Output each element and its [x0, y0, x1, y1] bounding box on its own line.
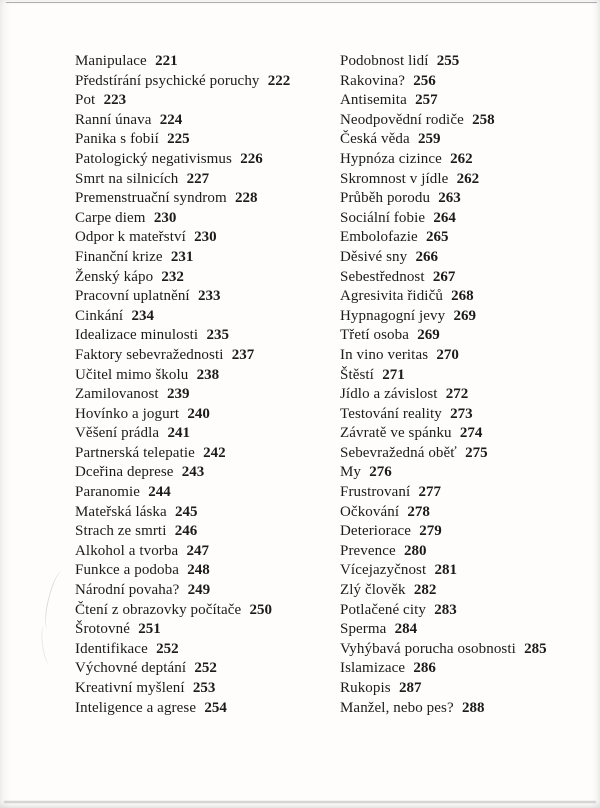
toc-column-left — [75, 52, 340, 718]
entry-page-number: 269 — [417, 327, 440, 344]
toc-entry — [75, 111, 340, 131]
entry-title: Panika s fobií — [75, 131, 159, 148]
scan-artifact — [41, 569, 70, 631]
entry-title: In vino veritas — [340, 346, 429, 363]
entry-page-number: 256 — [413, 72, 436, 89]
toc-entry — [340, 699, 590, 719]
entry-page-number: 234 — [131, 307, 154, 324]
entry-title: Jídlo a závislost — [340, 386, 438, 403]
toc-entry — [340, 228, 590, 248]
entry-title: My — [340, 464, 362, 481]
entry-title: Identifikace — [75, 640, 148, 657]
entry-title: Premenstruační syndrom — [75, 190, 227, 207]
toc-entry — [75, 307, 340, 327]
toc-entry — [75, 699, 340, 719]
entry-title: Třetí osoba — [340, 327, 409, 344]
toc-entry — [75, 366, 340, 386]
entry-page-number: 283 — [434, 601, 457, 618]
entry-title: Ranní únava — [75, 111, 152, 128]
entry-page-number: 222 — [267, 72, 291, 89]
entry-title: Neodpovědní rodiče — [340, 111, 464, 128]
entry-title: Partnerská telepatie — [75, 444, 195, 461]
toc-entry — [75, 130, 340, 150]
entry-page-number: 224 — [159, 111, 183, 128]
entry-page-number: 241 — [167, 425, 190, 442]
toc-entry — [75, 463, 340, 483]
entry-page-number: 250 — [249, 601, 273, 618]
entry-page-number: 271 — [382, 366, 405, 383]
entry-title: Kreativní myšlení — [75, 680, 185, 696]
toc-entry — [75, 91, 340, 111]
toc-entry — [75, 444, 340, 464]
entry-page-number: 254 — [204, 699, 227, 716]
entry-page-number: 288 — [462, 699, 485, 716]
entry-page-number: 228 — [235, 190, 258, 207]
entry-title: Mateřská láska — [75, 503, 167, 520]
entry-title: Cinkání — [75, 307, 124, 324]
toc-entry — [75, 72, 340, 92]
entry-title: Děsivé sny — [340, 248, 408, 265]
toc-entry — [340, 111, 590, 131]
toc-entry — [340, 326, 590, 346]
entry-page-number: 257 — [415, 92, 438, 109]
toc-entry — [75, 209, 340, 229]
entry-page-number: 249 — [187, 582, 211, 599]
entry-page-number: 280 — [404, 542, 427, 559]
toc-entry — [340, 561, 590, 581]
entry-page-number: 237 — [231, 346, 255, 363]
entry-page-number: 232 — [161, 268, 184, 285]
entry-title: Národní povaha? — [75, 582, 180, 599]
entry-title: Strach ze smrti — [75, 523, 167, 540]
entry-page-number: 281 — [434, 562, 458, 579]
entry-title: Sebestřednost — [340, 268, 425, 285]
entry-page-number: 252 — [194, 660, 217, 677]
entry-title: Česká věda — [340, 131, 410, 148]
toc-entry — [340, 209, 590, 229]
toc-entry — [340, 679, 590, 699]
entry-title: Sociální fobie — [340, 209, 426, 226]
entry-title: Funkce a podoba — [75, 562, 179, 579]
entry-title: Zlý člověk — [340, 582, 406, 599]
toc-entry — [75, 640, 340, 660]
entry-title: Deteriorace — [340, 523, 412, 540]
entry-title: Smrt na silnicích — [75, 170, 179, 187]
entry-title: Šrotovné — [75, 621, 130, 638]
table-of-contents — [75, 52, 590, 718]
entry-title: Čtení z obrazovky počítače — [75, 601, 242, 618]
toc-entry — [75, 170, 340, 190]
entry-title: Pot — [75, 92, 96, 109]
toc-entry — [75, 679, 340, 699]
entry-page-number: 252 — [156, 640, 179, 657]
entry-page-number: 282 — [413, 582, 437, 599]
entry-page-number: 221 — [155, 53, 178, 69]
toc-entry — [75, 620, 340, 640]
entry-title: Závratě ve spánku — [340, 425, 452, 442]
toc-entry — [340, 91, 590, 111]
toc-entry — [340, 581, 590, 601]
entry-page-number: 262 — [456, 170, 480, 187]
entry-title: Islamizace — [340, 660, 406, 677]
entry-page-number: 267 — [432, 268, 456, 285]
toc-entry — [340, 385, 590, 405]
toc-entry — [75, 385, 340, 405]
entry-title: Hypnóza cizince — [340, 150, 442, 167]
toc-entry — [340, 287, 590, 307]
entry-title: Štěstí — [340, 366, 374, 383]
entry-page-number: 242 — [203, 444, 226, 461]
entry-title: Dceřina deprese — [75, 464, 174, 481]
entry-title: Rakovina? — [340, 72, 406, 89]
toc-entry — [340, 424, 590, 444]
entry-page-number: 269 — [453, 307, 476, 324]
toc-entry — [75, 503, 340, 523]
entry-page-number: 238 — [196, 366, 220, 383]
toc-entry — [75, 522, 340, 542]
entry-page-number: 265 — [425, 229, 449, 246]
toc-entry — [340, 72, 590, 92]
entry-page-number: 247 — [186, 542, 209, 559]
entry-title: Odpor k mateřství — [75, 229, 186, 246]
entry-page-number: 244 — [148, 484, 171, 501]
entry-title: Frustrovaní — [340, 484, 411, 501]
entry-page-number: 245 — [175, 503, 198, 520]
entry-title: Skromnost v jídle — [340, 170, 449, 187]
toc-entry — [340, 189, 590, 209]
entry-title: Carpe diem — [75, 209, 146, 226]
entry-title: Ženský kápo — [75, 268, 154, 285]
toc-entry — [75, 483, 340, 503]
entry-page-number: 275 — [465, 444, 488, 461]
entry-page-number: 262 — [450, 150, 473, 167]
entry-page-number: 230 — [153, 209, 177, 226]
entry-page-number: 251 — [138, 621, 161, 638]
toc-entry — [340, 444, 590, 464]
toc-entry — [340, 659, 590, 679]
entry-title: Faktory sebevražednosti — [75, 346, 224, 363]
toc-entry — [340, 522, 590, 542]
toc-entry — [340, 542, 590, 562]
toc-entry — [75, 287, 340, 307]
toc-entry — [340, 366, 590, 386]
toc-entry — [75, 405, 340, 425]
entry-title: Testování reality — [340, 405, 442, 422]
entry-page-number: 259 — [417, 131, 441, 148]
entry-page-number: 274 — [459, 425, 483, 442]
entry-title: Pracovní uplatnění — [75, 288, 190, 305]
toc-entry — [75, 248, 340, 268]
entry-page-number: 266 — [415, 248, 438, 265]
entry-page-number: 264 — [433, 209, 456, 226]
toc-entry — [340, 620, 590, 640]
toc-entry — [75, 424, 340, 444]
entry-page-number: 239 — [166, 386, 190, 403]
entry-title: Věšení prádla — [75, 425, 160, 442]
entry-page-number: 243 — [181, 464, 205, 481]
scan-edge-top — [6, 2, 597, 3]
entry-page-number: 231 — [170, 248, 194, 265]
entry-title: Průběh porodu — [340, 190, 431, 207]
entry-title: Finanční krize — [75, 248, 163, 265]
entry-title: Alkohol a tvorba — [75, 542, 179, 559]
entry-title: Rukopis — [340, 680, 391, 696]
entry-title: Očkování — [340, 503, 400, 520]
entry-title: Antisemita — [340, 92, 407, 109]
entry-page-number: 270 — [436, 346, 459, 363]
entry-title: Idealizace minulosti — [75, 327, 199, 344]
entry-page-number: 240 — [187, 405, 210, 422]
toc-entry — [340, 170, 590, 190]
entry-page-number: 225 — [167, 131, 190, 148]
entry-page-number: 235 — [206, 327, 229, 344]
toc-entry — [75, 581, 340, 601]
toc-entry — [75, 601, 340, 621]
entry-title: Sperma — [340, 621, 387, 638]
entry-page-number: 255 — [436, 53, 460, 69]
entry-page-number: 268 — [451, 288, 474, 305]
entry-title: Embolofazie — [340, 229, 418, 246]
entry-title: Inteligence a agrese — [75, 699, 197, 716]
entry-page-number: 273 — [450, 405, 473, 422]
entry-title: Manipulace — [75, 53, 147, 69]
toc-entry — [75, 150, 340, 170]
entry-page-number: 272 — [445, 386, 469, 403]
entry-page-number: 227 — [186, 170, 210, 187]
toc-entry — [75, 659, 340, 679]
toc-entry — [75, 326, 340, 346]
entry-page-number: 258 — [472, 111, 495, 128]
entry-title: Předstírání psychické poruchy — [75, 72, 260, 89]
entry-page-number: 285 — [524, 640, 547, 657]
entry-page-number: 248 — [187, 562, 210, 579]
entry-title: Podobnost lidí — [340, 53, 429, 69]
toc-entry — [340, 307, 590, 327]
entry-page-number: 287 — [398, 680, 422, 696]
entry-page-number: 263 — [438, 190, 461, 207]
entry-page-number: 277 — [418, 484, 442, 501]
toc-entry — [340, 503, 590, 523]
entry-page-number: 230 — [194, 229, 217, 246]
toc-entry — [340, 268, 590, 288]
toc-column-right — [340, 52, 590, 718]
toc-entry — [340, 640, 590, 660]
toc-entry — [75, 268, 340, 288]
entry-title: Paranomie — [75, 484, 141, 501]
toc-entry — [75, 52, 340, 72]
toc-entry — [340, 52, 590, 72]
scan-edge-bottom — [4, 801, 596, 803]
entry-title: Hovínko a jogurt — [75, 405, 180, 422]
toc-entry — [340, 405, 590, 425]
entry-title: Učitel mimo školu — [75, 366, 189, 383]
entry-title: Hypnagogní jevy — [340, 307, 446, 324]
toc-entry — [75, 561, 340, 581]
entry-page-number: 226 — [240, 150, 263, 167]
toc-entry — [75, 346, 340, 366]
toc-entry — [340, 248, 590, 268]
entry-page-number: 246 — [174, 523, 198, 540]
entry-title: Zamilovanost — [75, 386, 159, 403]
entry-page-number: 276 — [369, 464, 392, 481]
toc-entry — [75, 542, 340, 562]
entry-page-number: 286 — [413, 660, 436, 677]
entry-title: Vícejazyčnost — [340, 562, 427, 579]
entry-page-number: 223 — [103, 92, 127, 109]
toc-entry — [340, 130, 590, 150]
entry-title: Výchovné deptání — [75, 660, 187, 677]
entry-title: Manžel, nebo pes? — [340, 699, 454, 716]
entry-page-number: 233 — [197, 288, 221, 305]
scan-artifact — [39, 624, 55, 665]
entry-title: Patologický negativismus — [75, 150, 232, 167]
toc-entry — [340, 463, 590, 483]
entry-page-number: 284 — [394, 621, 418, 638]
entry-page-number: 279 — [419, 523, 442, 540]
toc-entry — [340, 601, 590, 621]
entry-title: Agresivita řidičů — [340, 288, 443, 305]
toc-entry — [340, 483, 590, 503]
toc-entry — [340, 150, 590, 170]
toc-entry — [75, 189, 340, 209]
toc-entry — [340, 346, 590, 366]
entry-title: Sebevražedná oběť — [340, 444, 457, 461]
entry-title: Prevence — [340, 542, 396, 559]
entry-title: Vyhýbavá porucha osobnosti — [340, 640, 516, 657]
entry-page-number: 278 — [407, 503, 430, 520]
entry-page-number: 253 — [192, 680, 216, 696]
entry-title: Potlačené city — [340, 601, 426, 618]
toc-entry — [75, 228, 340, 248]
